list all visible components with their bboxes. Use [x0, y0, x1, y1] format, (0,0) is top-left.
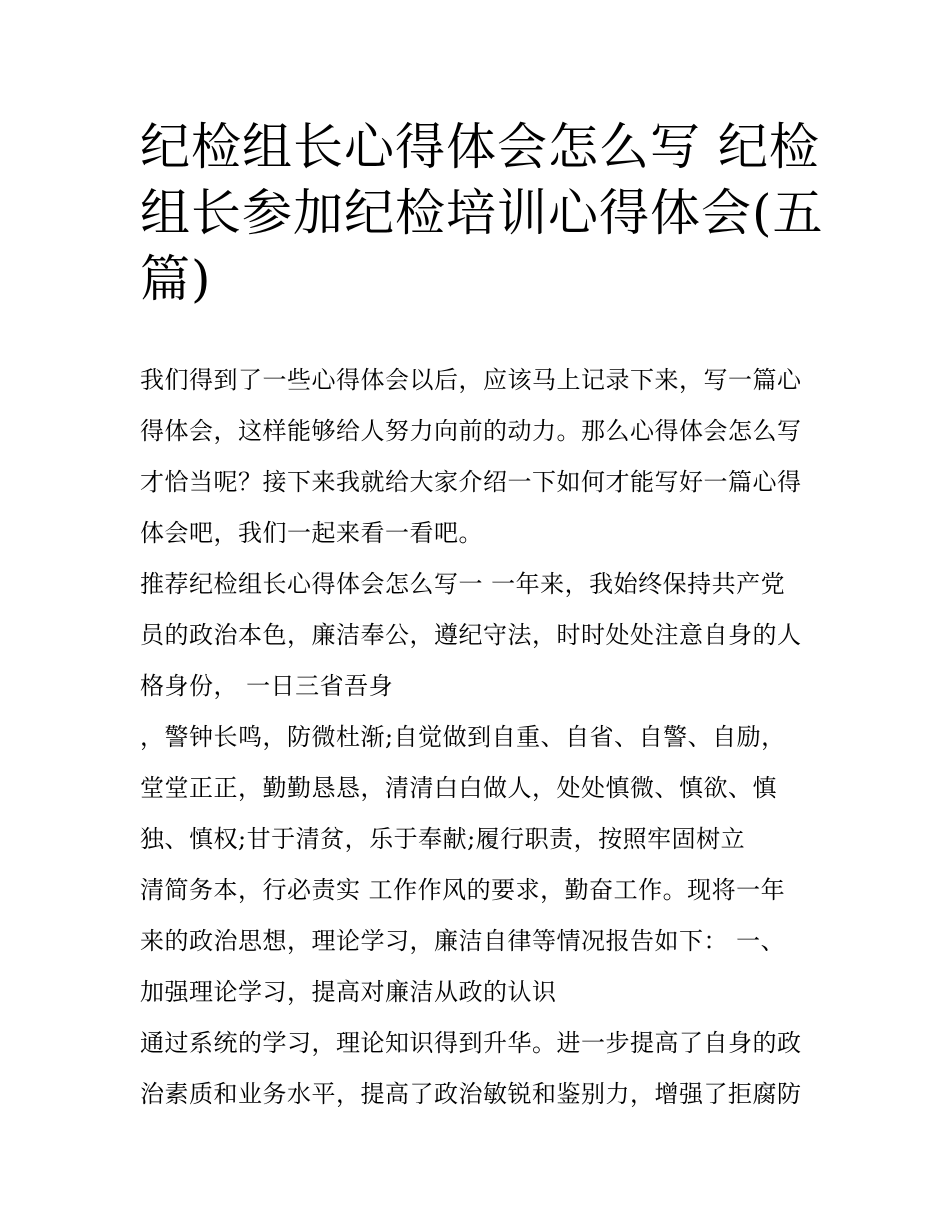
body-line: 得体会，这样能够给人努力向前的动力。那么心得体会怎么写	[140, 417, 802, 445]
document-title	[140, 114, 840, 312]
body-line: 独、慎权;甘于清贫，乐于奉献;履行职责，按照牢固树立	[140, 825, 746, 853]
body-line: 通过系统的学习，理论知识得到升华。进一步提高了自身的政	[140, 1029, 802, 1057]
body-line: ，警钟长鸣，防微杜渐;自觉做到自重、自省、自警、自励，	[140, 723, 786, 751]
title-line: 篇)	[140, 250, 212, 308]
body-line: 治素质和业务水平，提高了政治敏锐和鉴别力，增强了拒腐防	[140, 1080, 802, 1108]
body-line: 员的政治本色，廉洁奉公，遵纪守法，时时处处注意自身的人	[140, 621, 802, 649]
body-line: 推荐纪检组长心得体会怎么写一 一年来，我始终保持共产党	[140, 570, 786, 598]
title-line: 组长参加纪检培训心得体会(五	[140, 184, 824, 242]
body-line: 清简务本，行必责实 工作作风的要求，勤奋工作。现将一年	[140, 876, 786, 904]
body-line: 我们得到了一些心得体会以后，应该马上记录下来，写一篇心	[140, 366, 802, 394]
body-line: 堂堂正正，勤勤恳恳，清清白白做人，处处慎微、慎欲、慎	[140, 774, 777, 802]
body-line: 体会吧，我们一起来看一看吧。	[140, 519, 483, 547]
body-line: 加强理论学习，提高对廉洁从政的认识	[140, 978, 557, 1006]
body-line: 才恰当呢？接下来我就给大家介绍一下如何才能写好一篇心得	[140, 468, 802, 496]
body-line: 来的政治思想，理论学习，廉洁自律等情况报告如下： 一、	[140, 927, 786, 955]
body-line: 格身份， 一日三省吾身	[140, 672, 394, 700]
title-line: 纪检组长心得体会怎么写 纪检	[140, 118, 820, 176]
document-body	[140, 355, 830, 1120]
